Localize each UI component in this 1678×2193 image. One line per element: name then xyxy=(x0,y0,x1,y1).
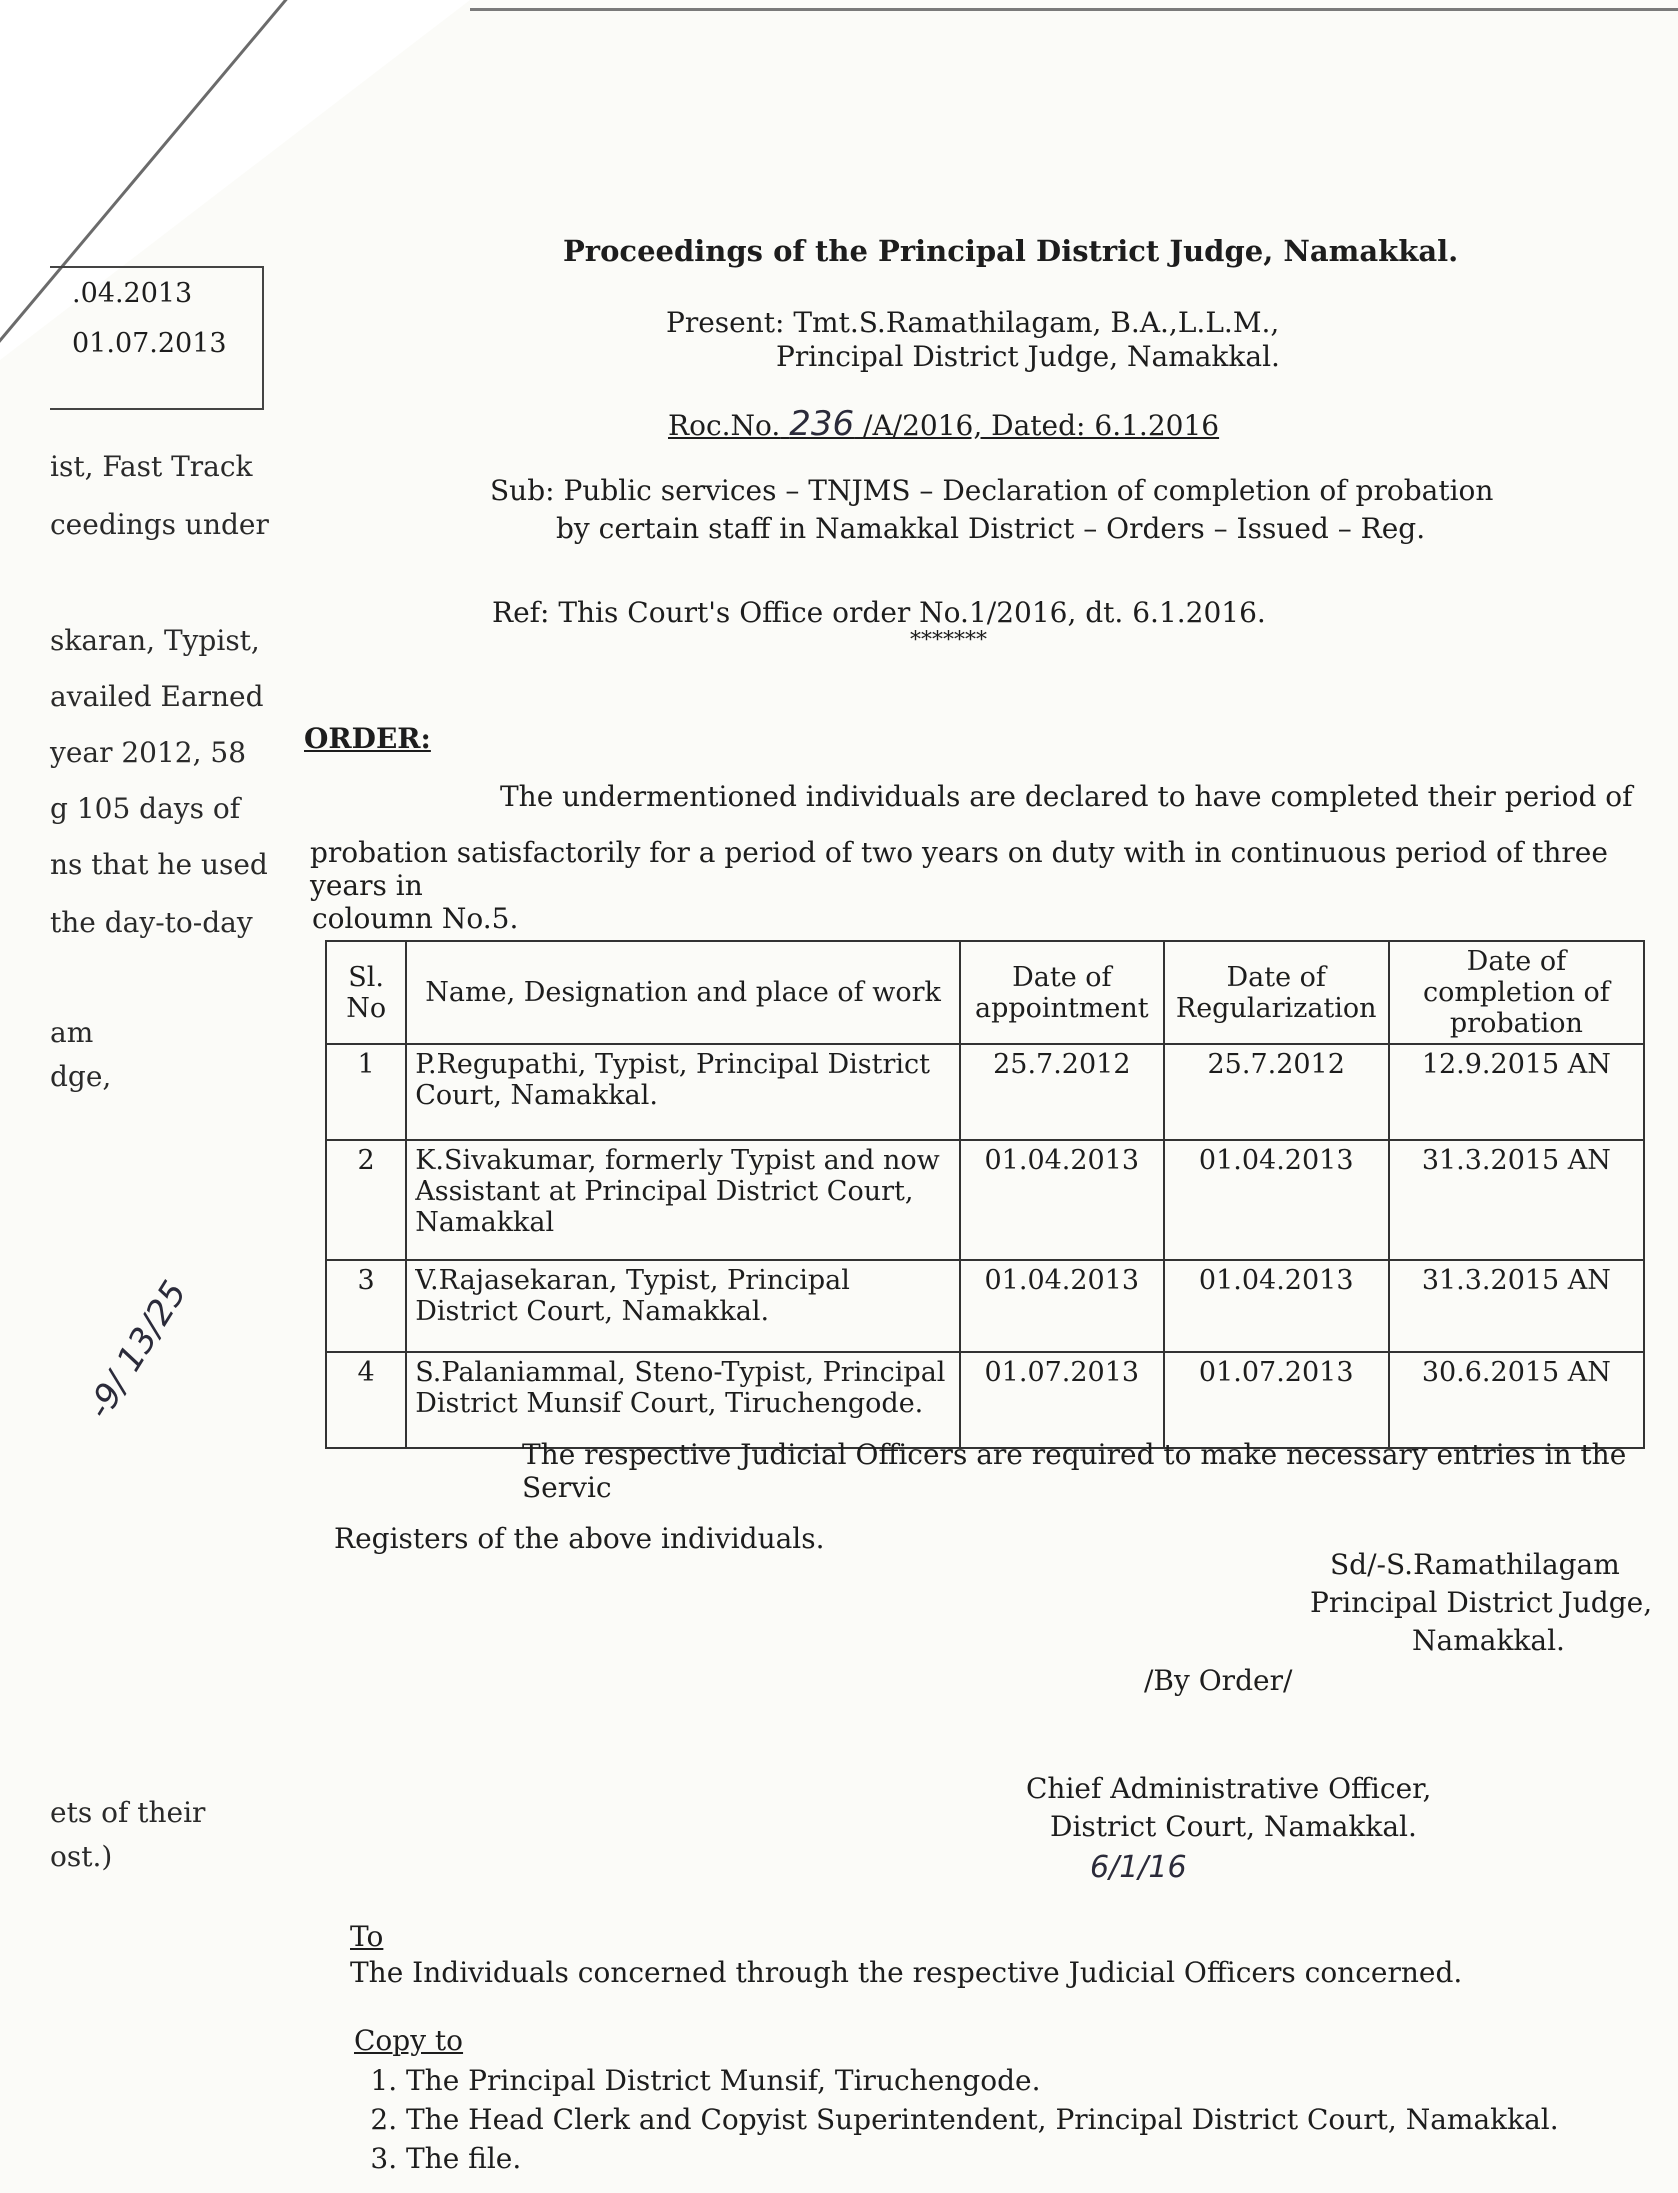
cell-name: P.Regupathi, Typist, Principal District Court, Namakkal. xyxy=(406,1044,960,1140)
cell-regularization: 01.04.2013 xyxy=(1164,1140,1389,1260)
signature-place: Namakkal. xyxy=(1412,1624,1565,1657)
officer-title: Chief Administrative Officer, xyxy=(1026,1772,1432,1805)
present-line-2: Principal District Judge, Namakkal. xyxy=(776,340,1280,373)
cell-completion: 12.9.2015 AN xyxy=(1389,1044,1644,1140)
cell-sl: 1 xyxy=(326,1044,406,1140)
cell-appointment: 01.04.2013 xyxy=(960,1260,1164,1352)
margin-fragment: skaran, Typist, xyxy=(50,624,260,657)
page-title: Proceedings of the Principal District Judge, Namakkal. xyxy=(563,234,1459,268)
cell-name: K.Sivakumar, formerly Typist and now Assistant at Principal District Court, Namakkal xyxy=(406,1140,960,1260)
handwritten-note: -9/ 13/25 xyxy=(79,1274,195,1426)
roc-number: 236 xyxy=(789,404,855,444)
margin-fragment: am xyxy=(50,1016,94,1049)
margin-fragment: year 2012, 58 xyxy=(50,736,247,769)
subject-line-2: by certain staff in Namakkal District – Orders – Issued – Reg. xyxy=(556,512,1426,545)
present-line-1: Present: Tmt.S.Ramathilagam, B.A.,L.L.M., xyxy=(666,306,1280,339)
order-label: ORDER: xyxy=(304,722,431,755)
col-header-name: Name, Designation and place of work xyxy=(406,941,960,1044)
roc-line xyxy=(668,404,1219,444)
cell-appointment: 01.04.2013 xyxy=(960,1140,1164,1260)
closing-para-line-1: The respective Judicial Officers are required to make necessary entries in the Servic xyxy=(522,1438,1627,1504)
margin-date-2: 01.07.2013 xyxy=(72,328,227,359)
cell-sl: 4 xyxy=(326,1352,406,1448)
cell-name: V.Rajasekaran, Typist, Principal District Court, Namakkal. xyxy=(406,1260,960,1352)
roc-suffix: /A/2016, Dated: 6.1.2016 xyxy=(863,409,1220,442)
col-header-appointment: Date of appointment xyxy=(960,941,1164,1044)
margin-fragment: ets of their xyxy=(50,1796,206,1829)
order-para-line-3: coloumn No.5. xyxy=(312,902,519,935)
list-item: 2. The Head Clerk and Copyist Superintendent, Principal District Court, Namakkal. xyxy=(406,2103,1559,2136)
cell-completion: 31.3.2015 AN xyxy=(1389,1140,1644,1260)
cell-name: S.Palaniammal, Steno-Typist, Principal District Munsif Court, Tiruchengode. xyxy=(406,1352,960,1448)
order-para-line-1: The undermentioned individuals are declared to have completed their period of xyxy=(500,780,1633,813)
col-header-completion: Date of completion of probation xyxy=(1389,941,1644,1044)
page-top-edge xyxy=(470,8,1678,11)
margin-fragment: ns that he used xyxy=(50,848,268,881)
roc-prefix: Roc.No. xyxy=(668,409,781,442)
cell-completion: 30.6.2015 AN xyxy=(1389,1352,1644,1448)
probation-table xyxy=(325,940,1645,1449)
margin-fragment: the day-to-day xyxy=(50,906,253,939)
officer-office: District Court, Namakkal. xyxy=(1050,1810,1417,1843)
margin-fragment: dge, xyxy=(50,1060,112,1093)
cell-regularization: 25.7.2012 xyxy=(1164,1044,1389,1140)
copy-to-list xyxy=(354,2064,1559,2181)
margin-date-1: .04.2013 xyxy=(72,278,193,309)
cell-sl: 2 xyxy=(326,1140,406,1260)
list-item: 3. The file. xyxy=(406,2142,1559,2175)
reference-line: Ref: This Court's Office order No.1/2016, dt. 6.1.2016. xyxy=(492,596,1266,629)
to-text: The Individuals concerned through the respective Judicial Officers concerned. xyxy=(350,1956,1463,1989)
table-row xyxy=(326,1140,1644,1260)
stars-separator: ******* xyxy=(910,628,987,653)
subject-line-1: Sub: Public services – TNJMS – Declaration of completion of probation xyxy=(490,474,1494,507)
cell-regularization: 01.04.2013 xyxy=(1164,1260,1389,1352)
handwritten-initials: 6/1/16 xyxy=(1090,1850,1187,1885)
col-header-sl: Sl. No xyxy=(326,941,406,1044)
margin-fragment: g 105 days of xyxy=(50,792,241,825)
closing-para-line-2: Registers of the above individuals. xyxy=(334,1522,825,1555)
to-label: To xyxy=(350,1920,384,1953)
order-para-line-2: probation satisfactorily for a period of two years on duty with in continuous period of three years in xyxy=(310,836,1608,902)
margin-date-box xyxy=(50,266,264,410)
margin-fragment: availed Earned xyxy=(50,680,264,713)
signature-designation: Principal District Judge, xyxy=(1310,1586,1653,1619)
signature-name: Sd/-S.Ramathilagam xyxy=(1330,1548,1620,1581)
col-header-regularization: Date of Regularization xyxy=(1164,941,1389,1044)
list-item: 1. The Principal District Munsif, Tiruchengode. xyxy=(406,2064,1559,2097)
table-row xyxy=(326,1260,1644,1352)
table-header-row xyxy=(326,941,1644,1044)
cell-appointment: 01.07.2013 xyxy=(960,1352,1164,1448)
margin-fragment: ceedings under xyxy=(50,508,269,541)
cell-completion: 31.3.2015 AN xyxy=(1389,1260,1644,1352)
margin-fragment: ost.) xyxy=(50,1840,113,1873)
margin-fragment: ist, Fast Track xyxy=(50,450,253,483)
by-order: /By Order/ xyxy=(1144,1664,1293,1697)
cell-sl: 3 xyxy=(326,1260,406,1352)
table-row xyxy=(326,1044,1644,1140)
cell-appointment: 25.7.2012 xyxy=(960,1044,1164,1140)
table-row xyxy=(326,1352,1644,1448)
copy-to-label: Copy to xyxy=(354,2024,464,2057)
cell-regularization: 01.07.2013 xyxy=(1164,1352,1389,1448)
